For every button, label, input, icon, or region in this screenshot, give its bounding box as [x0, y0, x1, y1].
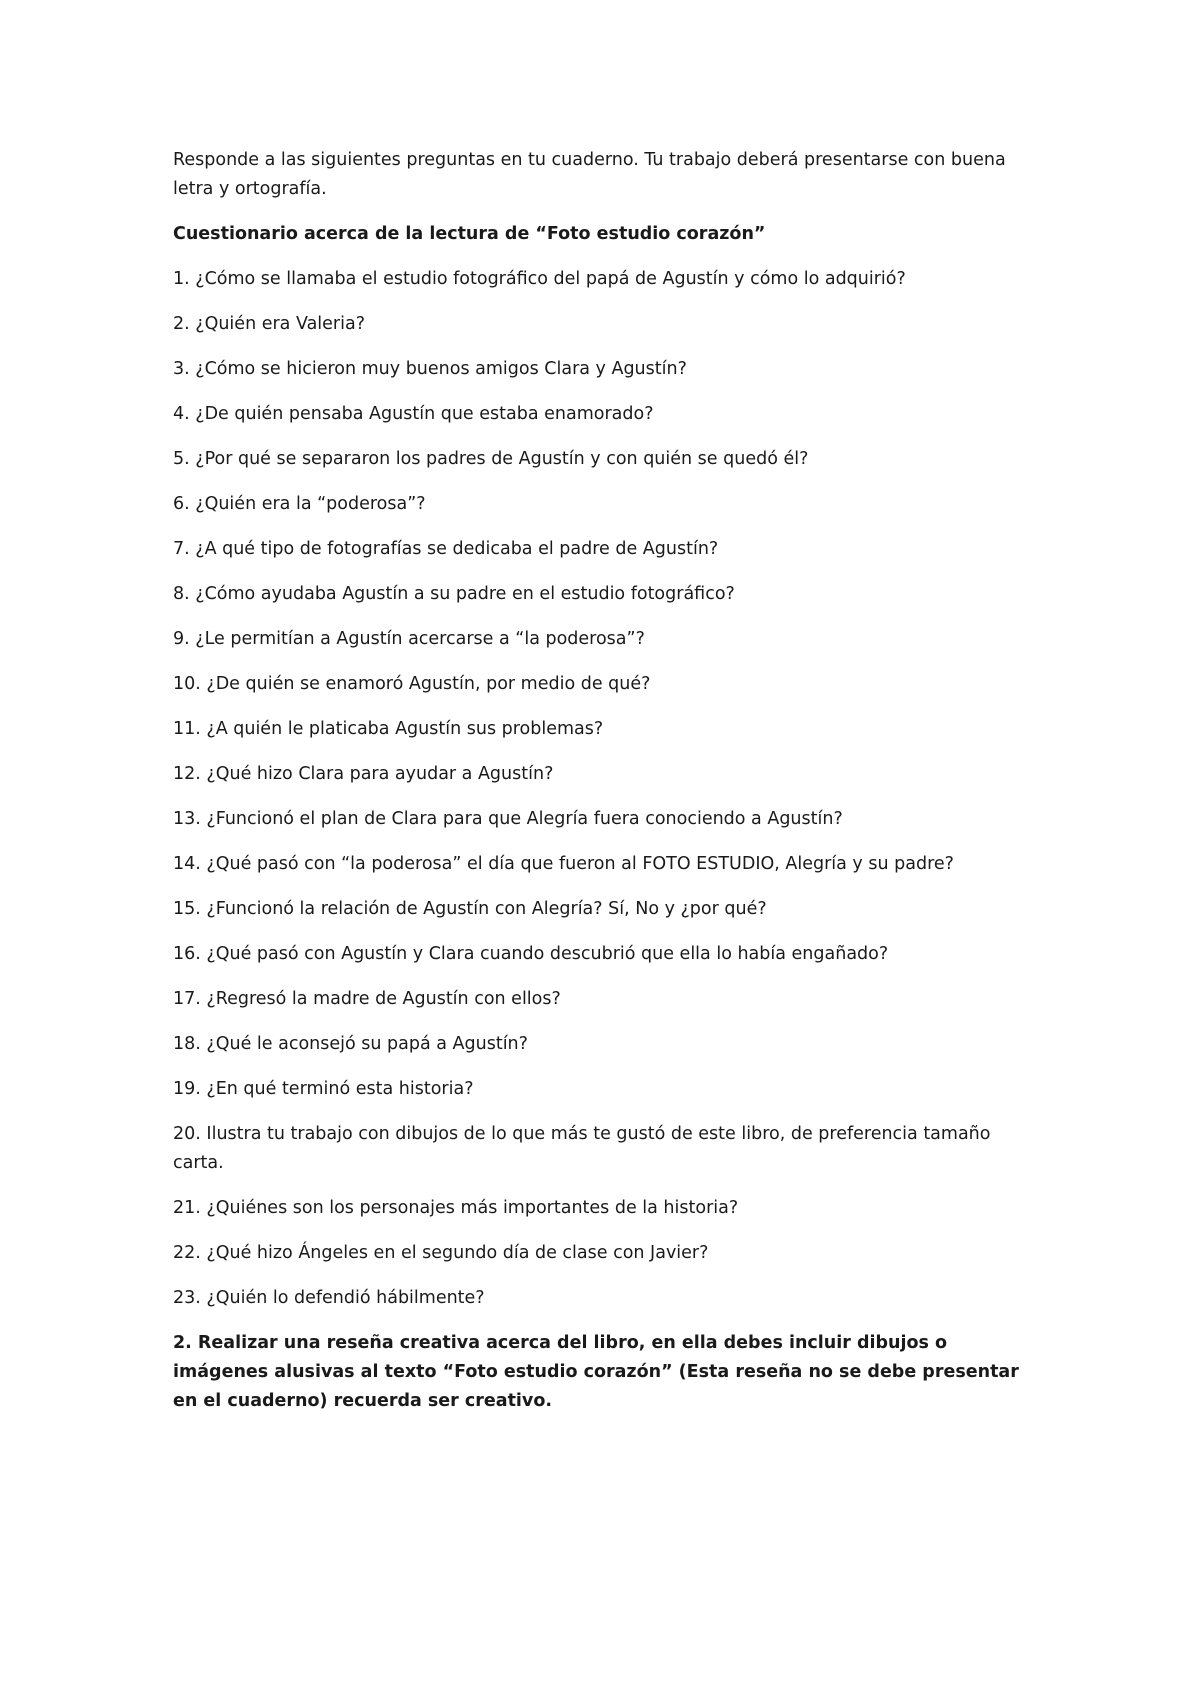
question-number: 13.: [173, 809, 201, 829]
question-item: [173, 625, 1033, 654]
question-text: Ilustra tu trabajo con dibujos de lo que más te gustó de este libro, de preferencia tamaño carta.: [173, 1124, 991, 1173]
question-number: 16.: [173, 944, 201, 964]
question-number: 1.: [173, 269, 190, 289]
question-number: 17.: [173, 989, 201, 1009]
question-item: [173, 580, 1033, 609]
question-text: ¿Quién lo defendió hábilmente?: [206, 1288, 485, 1308]
question-text: ¿Le permitían a Agustín acercarse a “la poderosa”?: [195, 629, 645, 649]
intro-paragraph: Responde a las siguientes preguntas en tu cuaderno. Tu trabajo deberá presentarse con buena letra y ortografía.: [173, 150, 1006, 199]
questionnaire-heading: Cuestionario acerca de la lectura de “Foto estudio corazón”: [173, 224, 766, 244]
question-item: [173, 355, 1033, 384]
question-item: [173, 1284, 1033, 1313]
question-text: ¿A qué tipo de fotografías se dedicaba el padre de Agustín?: [195, 539, 719, 559]
question-item: [173, 1120, 1033, 1178]
question-item: [173, 1075, 1033, 1104]
question-text: ¿Qué pasó con Agustín y Clara cuando descubrió que ella lo había engañado?: [206, 944, 889, 964]
question-item: [173, 670, 1033, 699]
question-number: 6.: [173, 494, 190, 514]
question-number: 19.: [173, 1079, 201, 1099]
question-text: ¿Funcionó la relación de Agustín con Alegría? Sí, No y ¿por qué?: [206, 899, 767, 919]
question-text: ¿Por qué se separaron los padres de Agustín y con quién se quedó él?: [195, 449, 809, 469]
question-text: ¿De quién se enamoró Agustín, por medio de qué?: [206, 674, 651, 694]
question-number: 2.: [173, 314, 190, 334]
question-item: [173, 1194, 1033, 1223]
question-item: [173, 535, 1033, 564]
question-text: ¿Quién era Valeria?: [195, 314, 366, 334]
question-number: 20.: [173, 1124, 201, 1144]
question-number: 18.: [173, 1034, 201, 1054]
question-text: ¿Qué hizo Clara para ayudar a Agustín?: [206, 764, 554, 784]
question-text: ¿Cómo se llamaba el estudio fotográfico del papá de Agustín y cómo lo adquirió?: [195, 269, 906, 289]
question-item: [173, 895, 1033, 924]
question-text: ¿Qué le aconsejó su papá a Agustín?: [206, 1034, 528, 1054]
question-number: 5.: [173, 449, 190, 469]
question-text: ¿Funcionó el plan de Clara para que Alegría fuera conociendo a Agustín?: [206, 809, 843, 829]
question-item: [173, 760, 1033, 789]
question-text: ¿Quiénes son los personajes más importantes de la historia?: [206, 1198, 739, 1218]
question-number: 11.: [173, 719, 201, 739]
question-item: [173, 940, 1033, 969]
question-number: 10.: [173, 674, 201, 694]
question-item: [173, 1030, 1033, 1059]
question-text: ¿Regresó la madre de Agustín con ellos?: [206, 989, 561, 1009]
question-item: [173, 265, 1033, 294]
question-number: 22.: [173, 1243, 201, 1263]
question-text: ¿Quién era la “poderosa”?: [195, 494, 426, 514]
question-number: 8.: [173, 584, 190, 604]
question-text: ¿En qué terminó esta historia?: [206, 1079, 474, 1099]
question-number: 12.: [173, 764, 201, 784]
question-item: [173, 985, 1033, 1014]
question-item: [173, 490, 1033, 519]
question-list: [173, 265, 1033, 1313]
question-number: 9.: [173, 629, 190, 649]
question-number: 14.: [173, 854, 201, 874]
question-text: ¿Cómo se hicieron muy buenos amigos Clara y Agustín?: [195, 359, 687, 379]
question-number: 21.: [173, 1198, 201, 1218]
question-item: [173, 850, 1033, 879]
question-text: ¿Cómo ayudaba Agustín a su padre en el estudio fotográfico?: [195, 584, 735, 604]
question-item: [173, 715, 1033, 744]
question-number: 4.: [173, 404, 190, 424]
question-item: [173, 805, 1033, 834]
question-item: [173, 310, 1033, 339]
question-number: 3.: [173, 359, 190, 379]
document-body: [173, 146, 1033, 1432]
question-number: 7.: [173, 539, 190, 559]
question-number: 23.: [173, 1288, 201, 1308]
question-text: ¿Qué hizo Ángeles en el segundo día de clase con Javier?: [206, 1243, 709, 1263]
question-item: [173, 445, 1033, 474]
question-item: [173, 400, 1033, 429]
question-number: 15.: [173, 899, 201, 919]
question-text: ¿De quién pensaba Agustín que estaba enamorado?: [195, 404, 654, 424]
question-text: ¿Qué pasó con “la poderosa” el día que fueron al FOTO ESTUDIO, Alegría y su padre?: [206, 854, 954, 874]
question-text: ¿A quién le platicaba Agustín sus problemas?: [206, 719, 604, 739]
question-item: [173, 1239, 1033, 1268]
task-2-paragraph: 2. Realizar una reseña creativa acerca del libro, en ella debes incluir dibujos o imágenes alusivas al texto “Foto estudio corazón” (Esta reseña no se debe presentar en el cuaderno) recuerda ser creativo.: [173, 1333, 1019, 1411]
